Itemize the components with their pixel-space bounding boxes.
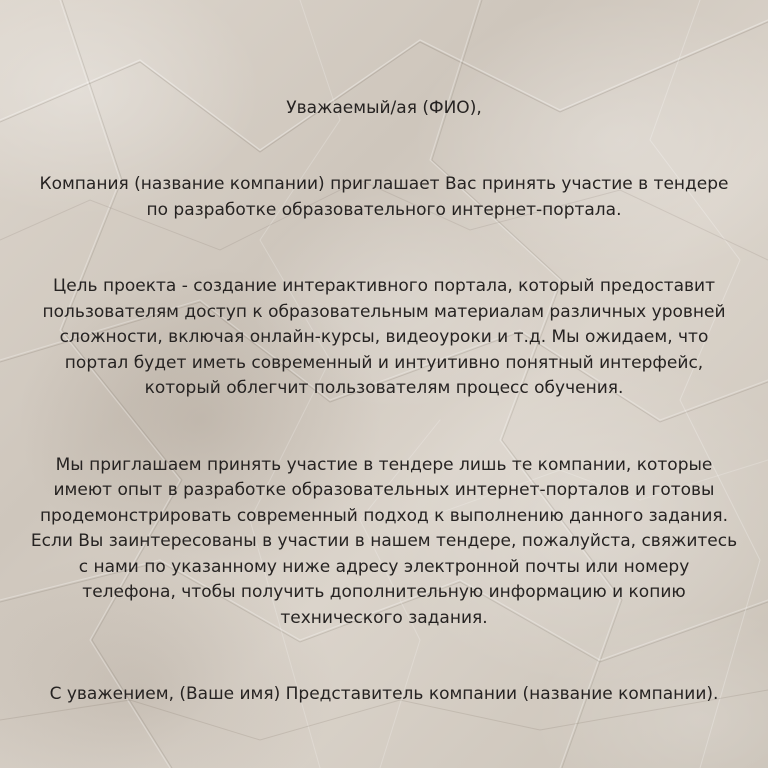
letter-body bbox=[14, 70, 754, 733]
letter-paragraph-project-goal: Цель проекта - создание интерактивного портала, который предоставит пользователям доступ к образовательным материалам различных уровней сложности, включая онлайн-курсы, видеоуроки и т.д. Мы ожидаем, что портал будет иметь современный и интуитивно понятный интерфейс, который облегчит пользователям процесс обучения. bbox=[42, 276, 726, 398]
letter-paragraph-invitation: Компания (название компании) приглашает Вас принять участие в тендере по разработке образовательного интернет-портала. bbox=[39, 174, 729, 220]
letter-greeting: Уважаемый/ая (ФИО), bbox=[286, 97, 482, 118]
letter-closing: С уважением, (Ваше имя) Представитель компании (название компании). bbox=[49, 684, 719, 704]
letter-paragraph-requirements: Мы приглашаем принять участие в тендере лишь те компании, которые имеют опыт в разработке образовательных интернет-порталов и готовы продемонстрировать современный подход к выполнению данного задания. Если Вы заинтересованы в участии в нашем тендере, пожалуйста, свяжитесь с нами по указанному ниже адресу электронной почты или номеру телефона, чтобы получить дополнительную информацию и копию технического задания. bbox=[30, 454, 738, 628]
